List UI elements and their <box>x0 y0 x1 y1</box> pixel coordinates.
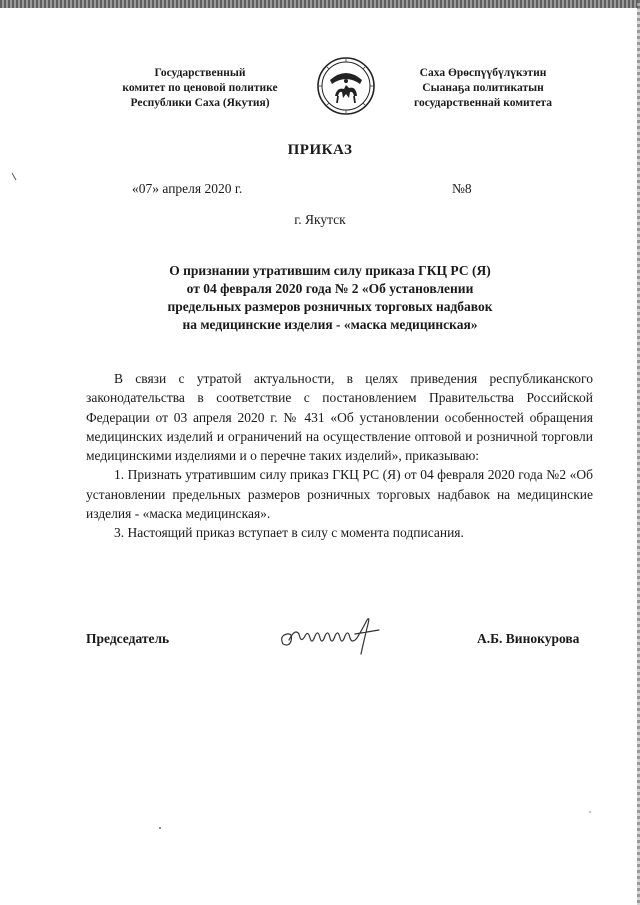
header-right-sakha <box>368 66 598 111</box>
signatory-name: А.Б. Винокурова <box>477 631 580 646</box>
body-preamble: В связи с утратой актуальности, в целях приведения республиканского законодательства в соответствие с постановлением Правительства Российской Федерации от 03 апреля 2020 г. № 431 «Об установлении особенностей обращения медицинских изделий и ограничений на осуществление оптовой и розничной торговли медицинскими изделиями и о перечне таких изделий», приказываю: <box>86 371 593 464</box>
header-right-line-1: Саха Өрөспүүбүлүкэтин <box>419 67 547 79</box>
document-title: ПРИКАЗ <box>287 142 353 158</box>
header-left-line-1: Государственный <box>154 67 246 79</box>
order-number: №8 <box>452 181 472 196</box>
handwritten-signature <box>275 614 395 660</box>
order-city: г. Якутск <box>294 212 346 227</box>
subject-line-1: О признании утратившим силу приказа ГКЦ РС (Я) <box>169 263 491 278</box>
emblem-icon <box>316 56 376 116</box>
order-body <box>86 369 593 543</box>
subject-line-3: предельных размеров розничных торговых надбавок <box>167 299 493 314</box>
order-date: «07» апреля 2020 г. <box>132 181 243 196</box>
header-right-line-2: Сыанаҕа политикатын <box>422 82 544 94</box>
header-left-line-3: Республики Саха (Якутия) <box>130 97 270 109</box>
order-subject <box>100 262 560 334</box>
header-left-ru <box>90 66 310 111</box>
body-item-1: 1. Признать утратившим силу приказ ГКЦ РС (Я) от 04 февраля 2020 года №2 «Об установлении предельных размеров розничных торговых надбавок на медицинские изделия - «маска медицинская». <box>86 467 593 522</box>
body-item-3: 3. Настоящий приказ вступает в силу с момента подписания. <box>114 525 464 541</box>
header-right-line-3: государственнай комитета <box>414 97 552 109</box>
signatory-role: Председатель <box>86 631 170 646</box>
subject-line-4: на медицинские изделия - «маска медицинская» <box>182 317 478 332</box>
subject-line-2: от 04 февраля 2020 года № 2 «Об установлении <box>186 281 474 296</box>
header-left-line-2: комитет по ценовой политике <box>122 82 278 94</box>
